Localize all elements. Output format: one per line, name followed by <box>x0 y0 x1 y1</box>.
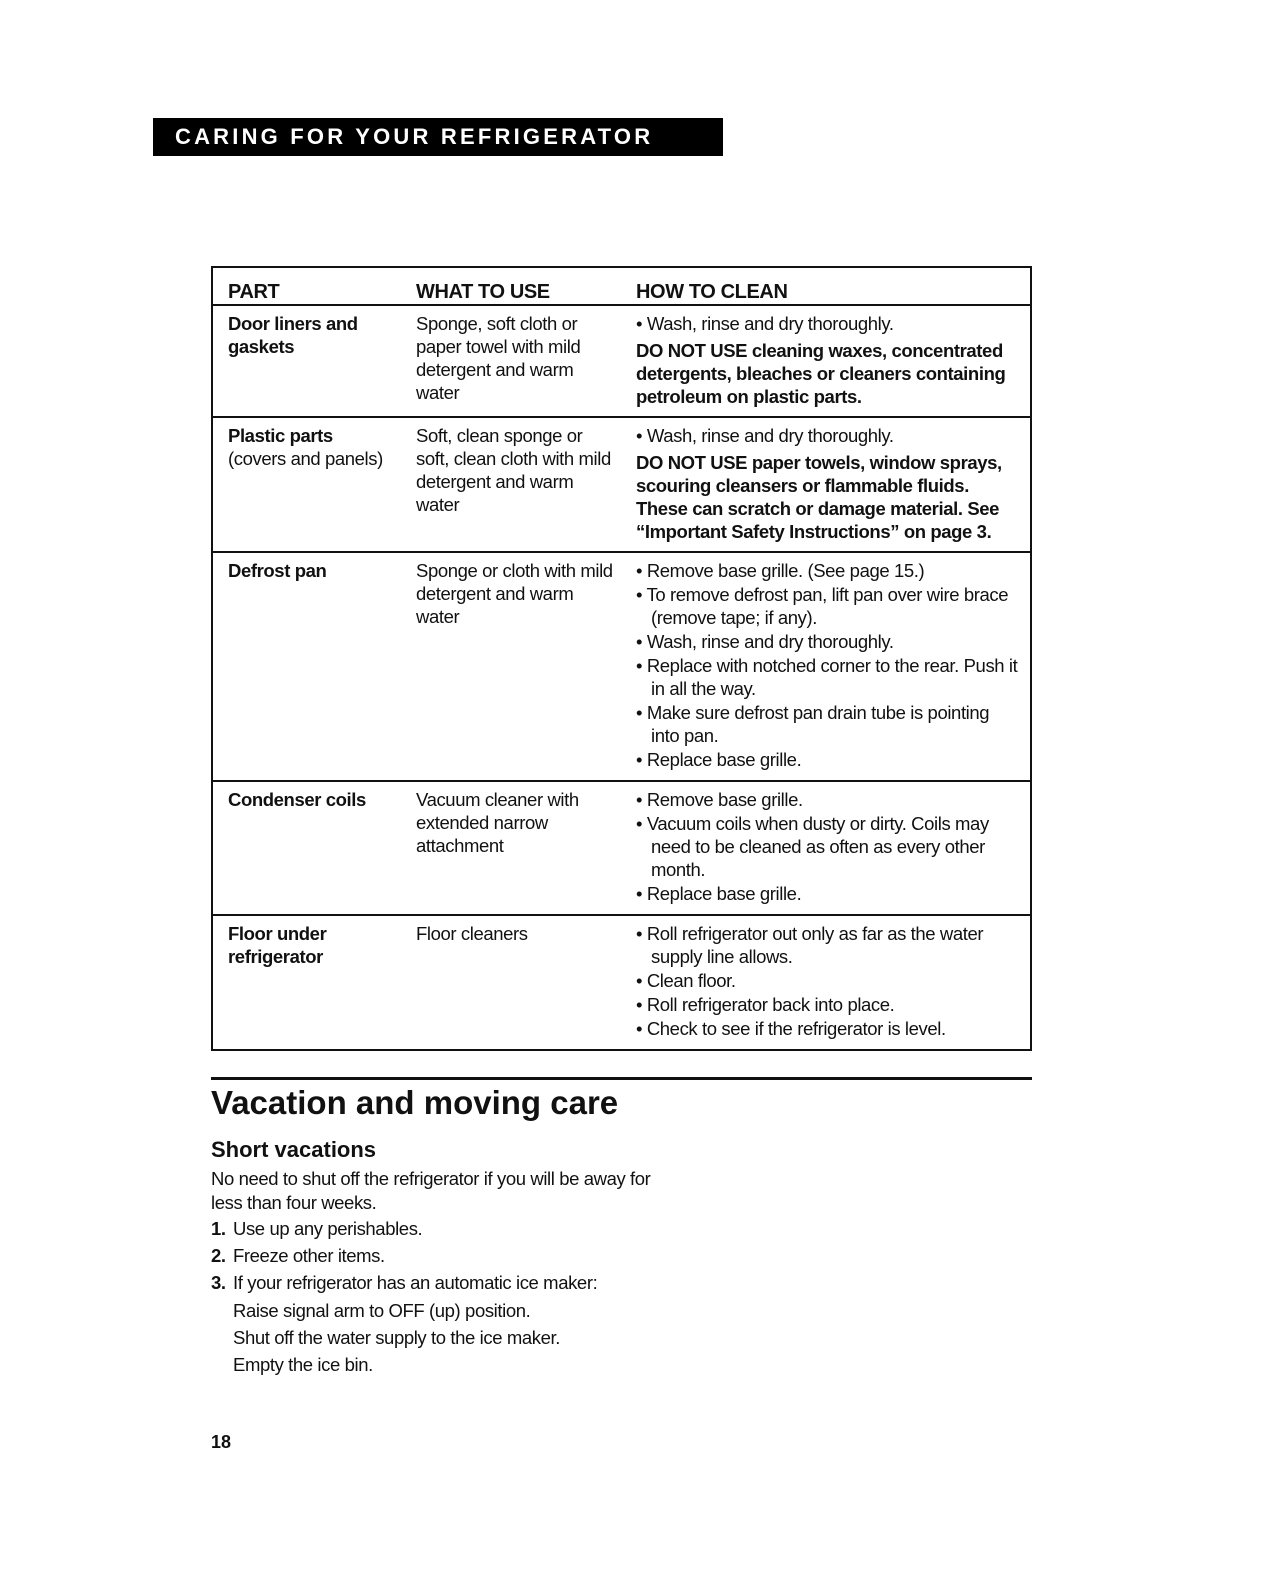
bullet: • Roll refrigerator back into place. <box>636 993 1018 1016</box>
how-to-clean-cell <box>636 781 1031 915</box>
what-to-use-cell: Vacuum cleaner with extended narrow attachment <box>416 781 636 915</box>
table-row <box>212 552 1031 781</box>
part-note: (covers and panels) <box>228 448 383 469</box>
what-to-use-cell: Sponge or cloth with mild detergent and warm water <box>416 552 636 781</box>
bullet: • Check to see if the refrigerator is level. <box>636 1017 1018 1040</box>
step <box>211 1271 651 1377</box>
section-rule <box>211 1077 1032 1080</box>
cleaning-table <box>211 266 1032 1051</box>
bullet: • Make sure defrost pan drain tube is pointing into pan. <box>636 701 1018 747</box>
steps-list <box>211 1217 651 1377</box>
table-row <box>212 417 1031 552</box>
what-to-use-cell: Soft, clean sponge or soft, clean cloth with mild detergent and warm water <box>416 417 636 552</box>
header-what-to-use: WHAT TO USE <box>416 267 636 305</box>
how-to-clean-cell <box>636 915 1031 1050</box>
section-title: Vacation and moving care <box>211 1084 619 1121</box>
how-to-clean-cell <box>636 305 1031 417</box>
step-number: 3. <box>211 1272 226 1293</box>
bullet: • Wash, rinse and dry thoroughly. <box>636 312 1018 335</box>
how-to-clean-cell <box>636 417 1031 552</box>
warning-text: DO NOT USE cleaning waxes, concentrated detergents, bleaches or cleaners containing petroleum on plastic parts. <box>636 340 1006 407</box>
part-name: Floor under refrigerator <box>228 923 327 967</box>
part-name: Condenser coils <box>228 789 366 810</box>
bullet: • Replace with notched corner to the rear. Push it in all the way. <box>636 654 1018 700</box>
step <box>211 1217 651 1241</box>
part-name: Defrost pan <box>228 560 327 581</box>
bullet-list <box>636 922 1018 1040</box>
what-to-use-cell: Floor cleaners <box>416 915 636 1050</box>
bullet: Empty the ice bin. <box>233 1354 373 1375</box>
bullet: Raise signal arm to OFF (up) position. <box>233 1300 531 1321</box>
bullet: • Wash, rinse and dry thoroughly. <box>636 424 1018 447</box>
part-name: Plastic parts <box>228 425 333 446</box>
part-cell <box>212 417 416 552</box>
table-row <box>212 781 1031 915</box>
bullet-list <box>636 424 1018 447</box>
warning-text: DO NOT USE paper towels, window sprays, scouring cleansers or flammable fluids. These can scratch or damage material. See “Important Safety Instructions” on page 3. <box>636 452 1002 542</box>
bullet-list <box>636 788 1018 905</box>
step <box>211 1244 651 1268</box>
table-row <box>212 915 1031 1050</box>
subsection-title: Short vacations <box>211 1137 377 1162</box>
bullet-list <box>636 559 1018 771</box>
short-vacations-body <box>211 1167 651 1380</box>
part-cell <box>212 781 416 915</box>
step-text: Freeze other items. <box>233 1245 385 1266</box>
step-text: If your refrigerator has an automatic ice maker: <box>233 1272 598 1293</box>
section-banner: CARING FOR YOUR REFRIGERATOR <box>153 118 723 156</box>
part-cell <box>212 915 416 1050</box>
step-number: 1. <box>211 1218 226 1239</box>
header-how-to-clean: HOW TO CLEAN <box>636 267 1031 305</box>
bullet: • Replace base grille. <box>636 882 1018 905</box>
bullet: • To remove defrost pan, lift pan over wire brace (remove tape; if any). <box>636 583 1018 629</box>
how-to-clean-cell <box>636 552 1031 781</box>
bullet: Shut off the water supply to the ice maker. <box>233 1327 560 1348</box>
table-row <box>212 305 1031 417</box>
ice-maker-bullets <box>233 1299 651 1377</box>
step-number: 2. <box>211 1245 226 1266</box>
bullet: • Replace base grille. <box>636 748 1018 771</box>
page-number: 18 <box>211 1432 232 1452</box>
table-header-row <box>212 267 1031 305</box>
header-part: PART <box>212 267 416 305</box>
part-cell <box>212 305 416 417</box>
bullet: • Remove base grille. (See page 15.) <box>636 559 1018 582</box>
bullet: • Roll refrigerator out only as far as the water supply line allows. <box>636 922 1018 968</box>
part-name: Door liners and gaskets <box>228 313 358 357</box>
step-text: Use up any perishables. <box>233 1218 423 1239</box>
bullet-list <box>636 312 1018 335</box>
what-to-use-cell: Sponge, soft cloth or paper towel with mild detergent and warm water <box>416 305 636 417</box>
intro-text: No need to shut off the refrigerator if you will be away for less than four weeks. <box>211 1168 651 1213</box>
bullet: • Remove base grille. <box>636 788 1018 811</box>
bullet: • Clean floor. <box>636 969 1018 992</box>
bullet: • Vacuum coils when dusty or dirty. Coils may need to be cleaned as often as every other month. <box>636 812 1018 881</box>
part-cell <box>212 552 416 781</box>
bullet: • Wash, rinse and dry thoroughly. <box>636 630 1018 653</box>
